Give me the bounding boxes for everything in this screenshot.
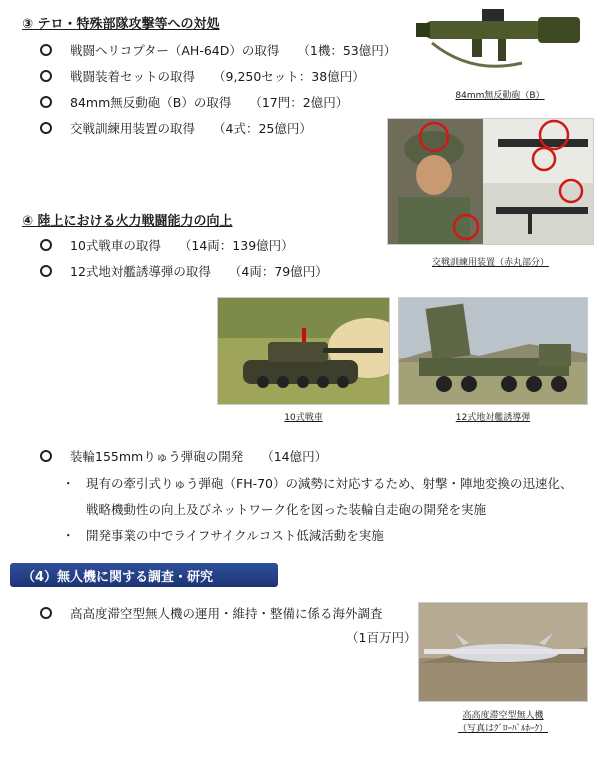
sub-bullet (62, 526, 384, 544)
photo-caption: 10式戦車 (284, 413, 323, 423)
item-amount: （14両：139億円） (178, 238, 294, 253)
section4-heading: ④ 陸上における火力戦闘能力の向上 (22, 214, 233, 229)
circle-bullet-icon (40, 96, 52, 108)
photo-caption: 高高度滞空型無人機 (462, 711, 544, 721)
list-item (40, 262, 328, 280)
circle-bullet-icon (40, 607, 52, 619)
item-amount: （1機：53億円） (297, 43, 397, 58)
list-item (40, 93, 348, 111)
item-amount: （4両：79億円） (228, 264, 328, 279)
list-item (40, 236, 294, 254)
item-amount: （1百万円） (346, 630, 417, 645)
list-item (40, 604, 383, 622)
sub-bullet (62, 474, 573, 492)
circle-bullet-icon (40, 122, 52, 134)
item-amount: （17門：2億円） (249, 95, 349, 110)
photo-caption: 交戦訓練用装置（赤丸部分） (431, 258, 549, 268)
training-device-photo (387, 118, 594, 245)
section3-heading: ③ テロ・特殊部隊攻撃等への対処 (22, 17, 220, 32)
list-item (40, 119, 312, 137)
item-text: 高高度滞空型無人機の運用・維持・整備に係る海外調査 (70, 606, 383, 621)
photo-caption: 12式地対艦誘導弾 (455, 413, 531, 423)
circle-bullet-icon (40, 265, 52, 277)
circle-bullet-icon (40, 44, 52, 56)
dot-bullet-icon: ・ (62, 528, 75, 543)
missile-launcher-photo (398, 297, 588, 405)
item-amount: （14億円） (261, 449, 328, 464)
photo-caption: 84mm無反動砲（B） (455, 91, 545, 101)
item-text: 戦闘装着セットの取得 (70, 69, 196, 84)
item-text: 12式地対艦誘導弾の取得 (70, 264, 211, 279)
item-amount: （4式：25億円） (213, 121, 312, 136)
item-text: 戦闘ヘリコプター（AH-64D）の取得 (70, 43, 280, 58)
circle-bullet-icon (40, 70, 52, 82)
item-amount: （9,250セット：38億円） (213, 69, 365, 84)
section-banner: （4）無人機に関する調査・研究 (10, 563, 278, 587)
dot-bullet-icon: ・ (62, 476, 75, 491)
photo-caption: （写真はｸﾞﾛｰﾊﾞﾙﾎｰｸ） (457, 724, 548, 734)
list-item (40, 41, 396, 59)
list-item (40, 447, 327, 465)
item-text: 交戦訓練用装置の取得 (70, 121, 196, 136)
item-text: 84mm無反動砲（B）の取得 (70, 95, 232, 110)
sub-bullet-continuation: 戦略機動性の向上及びネットワーク化を図った装輪自走砲の開発を実施 (86, 502, 487, 517)
item-text: 装輪155mmりゅう弾砲の開発 (70, 449, 244, 464)
sub-bullet-text: 現有の牽引式りゅう弾砲（FH-70）の減勢に対応するため、射撃・陣地変換の迅速化、 (86, 476, 573, 491)
recoilless-gun-photo (412, 3, 588, 83)
circle-bullet-icon (40, 239, 52, 251)
list-item (40, 67, 365, 85)
circle-bullet-icon (40, 450, 52, 462)
tank-photo (217, 297, 390, 405)
uav-photo (418, 602, 588, 702)
item-text: 10式戦車の取得 (70, 238, 161, 253)
sub-bullet-text: 開発事業の中でライフサイクルコスト低減活動を実施 (86, 528, 384, 543)
